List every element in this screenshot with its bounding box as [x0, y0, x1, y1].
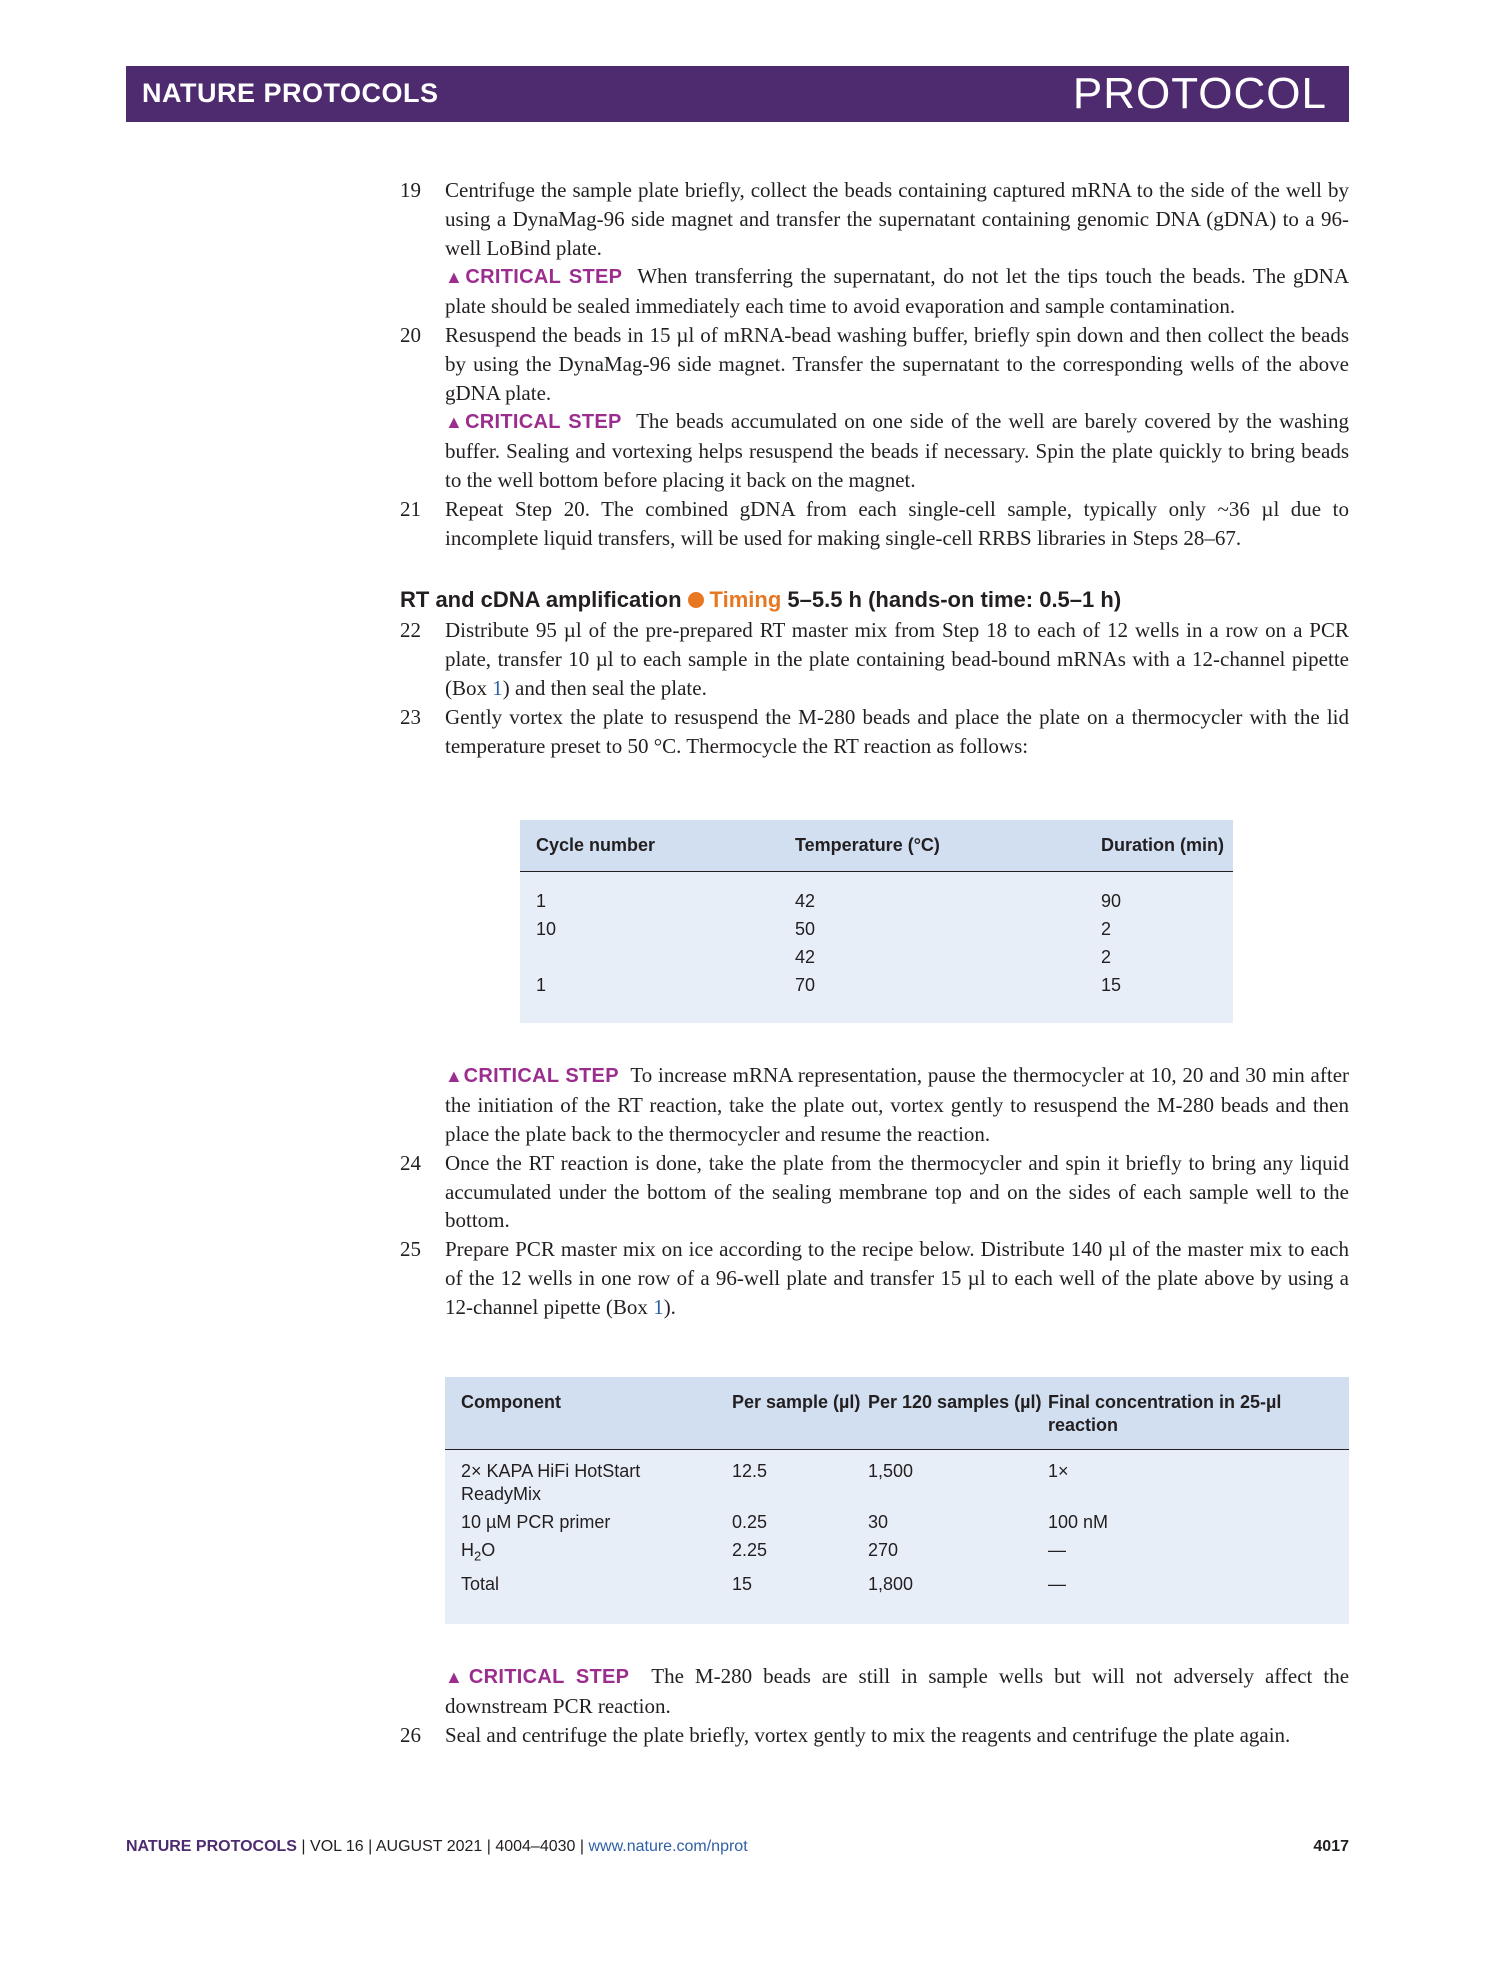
pcr-master-mix-table	[445, 1377, 1349, 1625]
step-number: 22	[400, 618, 421, 643]
critical-text: When transferring the supernatant, do not let the tips touch the beads. The gDNA plate should be sealed immediately each time to avoid evaporation and sample contamination.	[445, 264, 1350, 319]
step-22	[400, 616, 1349, 702]
step-21	[400, 495, 1349, 553]
step-text: Prepare PCR master mix on ice according to the recipe below. Distribute 140 µl of the master mix to each of the 12 wells in one row of a 96-well plate and transfer 15 µl to each well of the plate above by using a 12-channel pipette (Box	[445, 1237, 1349, 1319]
step-23	[400, 703, 1349, 761]
critical-step-19	[400, 262, 1349, 321]
critical-text: To increase mRNA representation, pause the thermocycler at 10, 20 and 30 min after the initiation of the RT reaction, take the plate out, vortex gently to resuspend the M-280 beads and then place the plate back to the thermocycler and resume the reaction.	[445, 1063, 1350, 1146]
article-type: PROTOCOL	[1072, 69, 1327, 118]
warning-triangle-icon: ▲	[445, 412, 466, 433]
step-number: 21	[400, 496, 421, 521]
section-heading	[400, 584, 1349, 616]
journal-url-link[interactable]: www.nature.com/nprot	[588, 1838, 748, 1855]
table-row: 1 70 15	[536, 975, 1122, 996]
footer-volume: VOL 16	[310, 1838, 364, 1855]
box-link[interactable]: 1	[653, 1294, 664, 1319]
critical-text: The M-280 beads are still in sample wells but will not adversely affect the downstream PCR reaction.	[445, 1664, 1350, 1718]
water-cell: $H_2O$	[461, 1539, 496, 1564]
table-row: Total 15 1,800 —	[461, 1574, 1066, 1595]
step-20	[400, 321, 1349, 407]
table-header: Duration (min)	[1101, 820, 1233, 872]
timing-dot-icon	[688, 592, 704, 608]
step-number: 25	[400, 1237, 421, 1262]
journal-name: NATURE PROTOCOLS	[142, 78, 439, 108]
warning-triangle-icon: ▲	[445, 1066, 464, 1087]
critical-step-23	[400, 1061, 1349, 1148]
critical-step-label: ▲CRITICAL STEP	[445, 1065, 619, 1088]
critical-step-25	[400, 1662, 1349, 1721]
step-number: 23	[400, 704, 421, 729]
step-26	[400, 1721, 1349, 1750]
table-row: 10 µM PCR primer 0.25 30 100 nM	[461, 1511, 1109, 1532]
timing-label: Timing	[709, 587, 782, 613]
citation-line: NATURE PROTOCOLS | VOL 16 | AUGUST 2021 | 4004–4030 | www.nature.com/nprot	[126, 1838, 748, 1855]
page-header	[126, 66, 1349, 122]
warning-triangle-icon: ▲	[445, 1667, 469, 1688]
step-text: Once the RT reaction is done, take the plate from the thermocycler and spin it briefly to bring any liquid accumulated under the bottom of the sealing membrane top and on the sides of each sample well to the bottom.	[445, 1150, 1349, 1233]
table-row: 1 42 90	[536, 891, 1122, 912]
critical-step-label: ▲CRITICAL STEP	[445, 266, 623, 289]
step-text: Centrifuge the sample plate briefly, collect the beads containing captured mRNA to the side of the well by using a DynaMag-96 side magnet and transfer the supernatant containing genomic DNA (gDNA) to a 96-well LoBind plate.	[445, 178, 1349, 260]
table-row: 2× KAPA HiFi HotStart ReadyMix 12.5 1,500 1×	[461, 1460, 1069, 1504]
step-number: 24	[400, 1150, 421, 1175]
table-row: 10 50 2	[536, 919, 1112, 940]
table-header: Final concentration in 25-µl reaction	[1048, 1377, 1349, 1450]
step-19	[400, 176, 1349, 262]
box-link[interactable]: 1	[492, 675, 503, 700]
step-text-end: ).	[663, 1294, 676, 1319]
section-title: RT and cDNA amplification	[400, 587, 682, 613]
table-header: Per 120 samples (µl)	[868, 1377, 1048, 1450]
table-header: Cycle number	[520, 820, 795, 872]
critical-step-label: ▲CRITICAL STEP	[445, 1666, 630, 1689]
table-row: $H_2O$ 2.25 270 —	[445, 1536, 1349, 1571]
step-text: Resuspend the beads in 15 µl of mRNA-bead washing buffer, briefly spin down and then collect the beads by using the DynaMag-96 side magnet. Transfer the supernatant to the corresponding wells of the above gDNA plate.	[445, 322, 1349, 405]
step-text: Distribute 95 µl of the pre-prepared RT master mix from Step 18 to each of 12 wells in a row on a PCR plate, transfer 10 µl to each sample in the plate containing bead-bound mRNAs with a 12-channel pipette (Box	[445, 618, 1349, 700]
step-number: 26	[400, 1722, 421, 1747]
step-text: Gently vortex the plate to resuspend the M-280 beads and place the plate on a thermocycler with the lid temperature preset to 50 °C. Thermocycle the RT reaction as follows:	[445, 704, 1349, 758]
page-content	[400, 176, 1349, 1750]
footer-pages: 4004–4030	[495, 1838, 576, 1855]
step-number: 20	[400, 322, 421, 347]
table-row: 42 2	[795, 947, 1112, 968]
table-header: Component	[445, 1377, 732, 1450]
timing-value: 5–5.5 h (hands-on time: 0.5–1 h)	[787, 587, 1122, 613]
step-text-end: ) and then seal the plate.	[502, 675, 707, 700]
critical-step-20	[400, 407, 1349, 494]
page-number: 4017	[1313, 1838, 1349, 1855]
table-header: Temperature (°C)	[795, 820, 1101, 872]
rt-cycling-table	[520, 820, 1233, 1023]
footer-date: AUGUST 2021	[375, 1838, 483, 1855]
critical-step-label: ▲CRITICAL STEP	[445, 411, 622, 434]
critical-text: The beads accumulated on one side of the well are barely covered by the washing buffer. Sealing and vortexing helps resuspend the beads if necessary. Spin the plate quickly to bring beads to the well bottom before placing it back on the magnet.	[445, 409, 1350, 492]
step-number: 19	[400, 178, 421, 202]
step-25	[400, 1235, 1349, 1321]
table-header: Per sample (µl)	[732, 1377, 868, 1450]
warning-triangle-icon: ▲	[445, 267, 466, 288]
step-text: Seal and centrifuge the plate briefly, vortex gently to mix the reagents and centrifuge the plate again.	[445, 1722, 1291, 1747]
step-text: Repeat Step 20. The combined gDNA from each single-cell sample, typically only ~36 µl due to incomplete liquid transfers, will be used for making single-cell RRBS libraries in Steps 28–67.	[445, 496, 1349, 550]
footer-journal: NATURE PROTOCOLS	[126, 1838, 297, 1855]
step-24	[400, 1149, 1349, 1235]
